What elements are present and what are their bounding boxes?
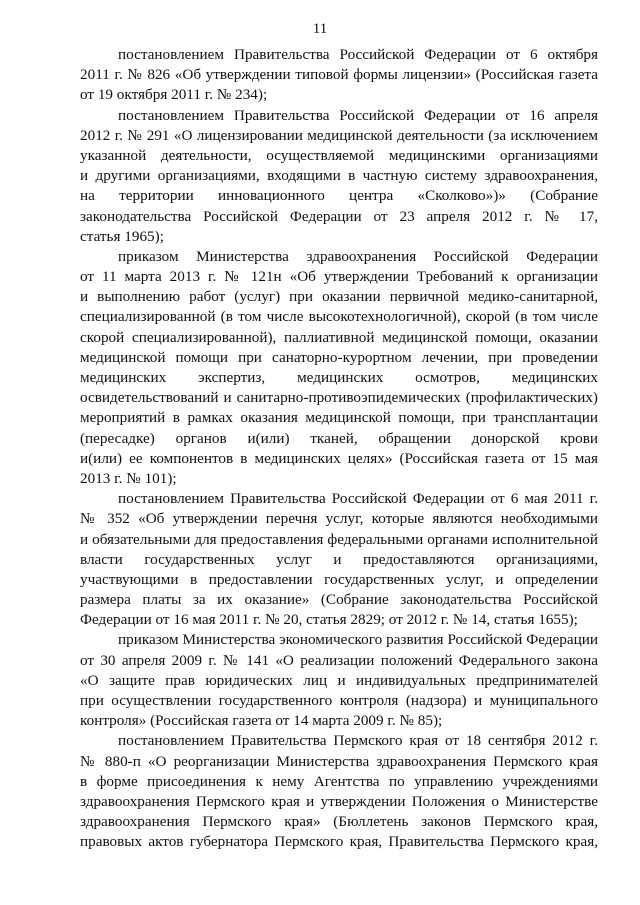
text-line: освидетельствований и санитарно-противоэпидемических (профилактических) [80, 389, 598, 407]
text-line: и обязательными для предоставления федеральными органами исполнительной [80, 530, 598, 548]
text-line: постановлением Правительства Пермского края от 18 сентября 2012 г. [118, 732, 598, 750]
text-line: Федерации от 16 мая 2011 г. № 20, статья 2829; от 2012 г. № 14, статья 1655); [80, 611, 578, 629]
text-line: специализированной (в том числе высокотехнологичной), скорой (в том числе [80, 308, 598, 326]
text-line: от 11 марта 2013 г. № 121н «Об утверждении Требований к организации [80, 268, 598, 286]
text-line: приказом Министерства экономического развития Российской Федерации [118, 631, 598, 649]
text-line: от 19 октября 2011 г. № 234); [80, 86, 268, 104]
text-line: статья 1965); [80, 227, 164, 245]
text-line: контроля» (Российская газета от 14 марта 2009 г. № 85); [80, 712, 443, 730]
text-line: на территории инновационного центра «Сколково»)» (Собрание [80, 187, 598, 205]
text-line: правовых актов губернатора Пермского края, Правительства Пермского края, [80, 833, 598, 851]
paragraph [80, 45, 598, 106]
text-line: в форме присоединения к нему Агентства по управлению учреждениями [80, 772, 598, 790]
text-line: мероприятий в рамках оказания медицинской помощи, при трансплантации [80, 409, 598, 427]
body-text [80, 45, 598, 853]
text-line: приказом Министерства здравоохранения Российской Федерации [118, 247, 598, 265]
text-line: медицинской помощи при санаторно-курортном лечении, при проведении [80, 348, 598, 366]
text-line: при осуществлении государственного контроля (надзора) и муниципального [80, 692, 598, 709]
text-line: медицинских экспертиз, медицинских осмотров, медицинских [80, 369, 598, 386]
text-line: постановлением Правительства Российской Федерации от 6 мая 2011 г. [118, 490, 598, 508]
paragraph [80, 489, 598, 630]
text-line: 2012 г. № 291 «О лицензировании медицинской деятельности (за исключением [80, 126, 598, 144]
text-line: размера платы за их оказание» (Собрание законодательства Российской [80, 591, 598, 609]
text-line: и другими организациями, входящими в частную систему здравоохранения, [80, 167, 598, 185]
text-line: 2011 г. № 826 «Об утверждении типовой формы лицензии» (Российская газета [80, 66, 598, 84]
text-line: «О защите прав юридических лиц и индивидуальных предпринимателей [80, 671, 598, 689]
text-line: здравоохранения Пермского края» (Бюллетень законов Пермского края, [80, 813, 598, 831]
text-line: здравоохранения Пермского края и утверждении Положения о Министерстве [80, 792, 598, 810]
paragraph [80, 247, 598, 489]
text-line: (пересадке) органов и(или) тканей, обращении донорской крови [80, 429, 598, 447]
paragraph [80, 630, 598, 731]
text-line: и выполнению работ (услуг) при оказании первичной медико-санитарной, [80, 288, 598, 306]
text-line: постановлением Правительства Российской Федерации от 16 апреля [118, 106, 598, 124]
paragraph [80, 106, 598, 247]
text-line: законодательства Российской Федерации от 23 апреля 2012 г. № 17, [80, 207, 598, 225]
text-line: от 30 апреля 2009 г. № 141 «О реализации положений Федерального закона [80, 651, 598, 669]
text-line: № 880-п «О реорганизации Министерства здравоохранения Пермского края [80, 752, 598, 770]
text-line: власти государственных услуг и предоставляются организациями, [80, 550, 598, 568]
paragraph [80, 731, 598, 852]
page-number: 11 [312, 21, 328, 37]
text-line: указанной деятельности, осуществляемой медицинскими организациями [80, 146, 598, 164]
text-line: и(или) ее компонентов в медицинских целях» (Российская газета от 15 мая [80, 449, 598, 467]
text-line: № 352 «Об утверждении перечня услуг, которые являются необходимыми [80, 510, 598, 528]
text-line: участвующими в предоставлении государственных услуг, и определении [80, 570, 598, 588]
text-line: 2013 г. № 101); [80, 469, 177, 487]
text-line: постановлением Правительства Российской Федерации от 6 октября [118, 46, 598, 63]
text-line: скорой специализированной), паллиативной медицинской помощи, оказании [80, 328, 598, 346]
